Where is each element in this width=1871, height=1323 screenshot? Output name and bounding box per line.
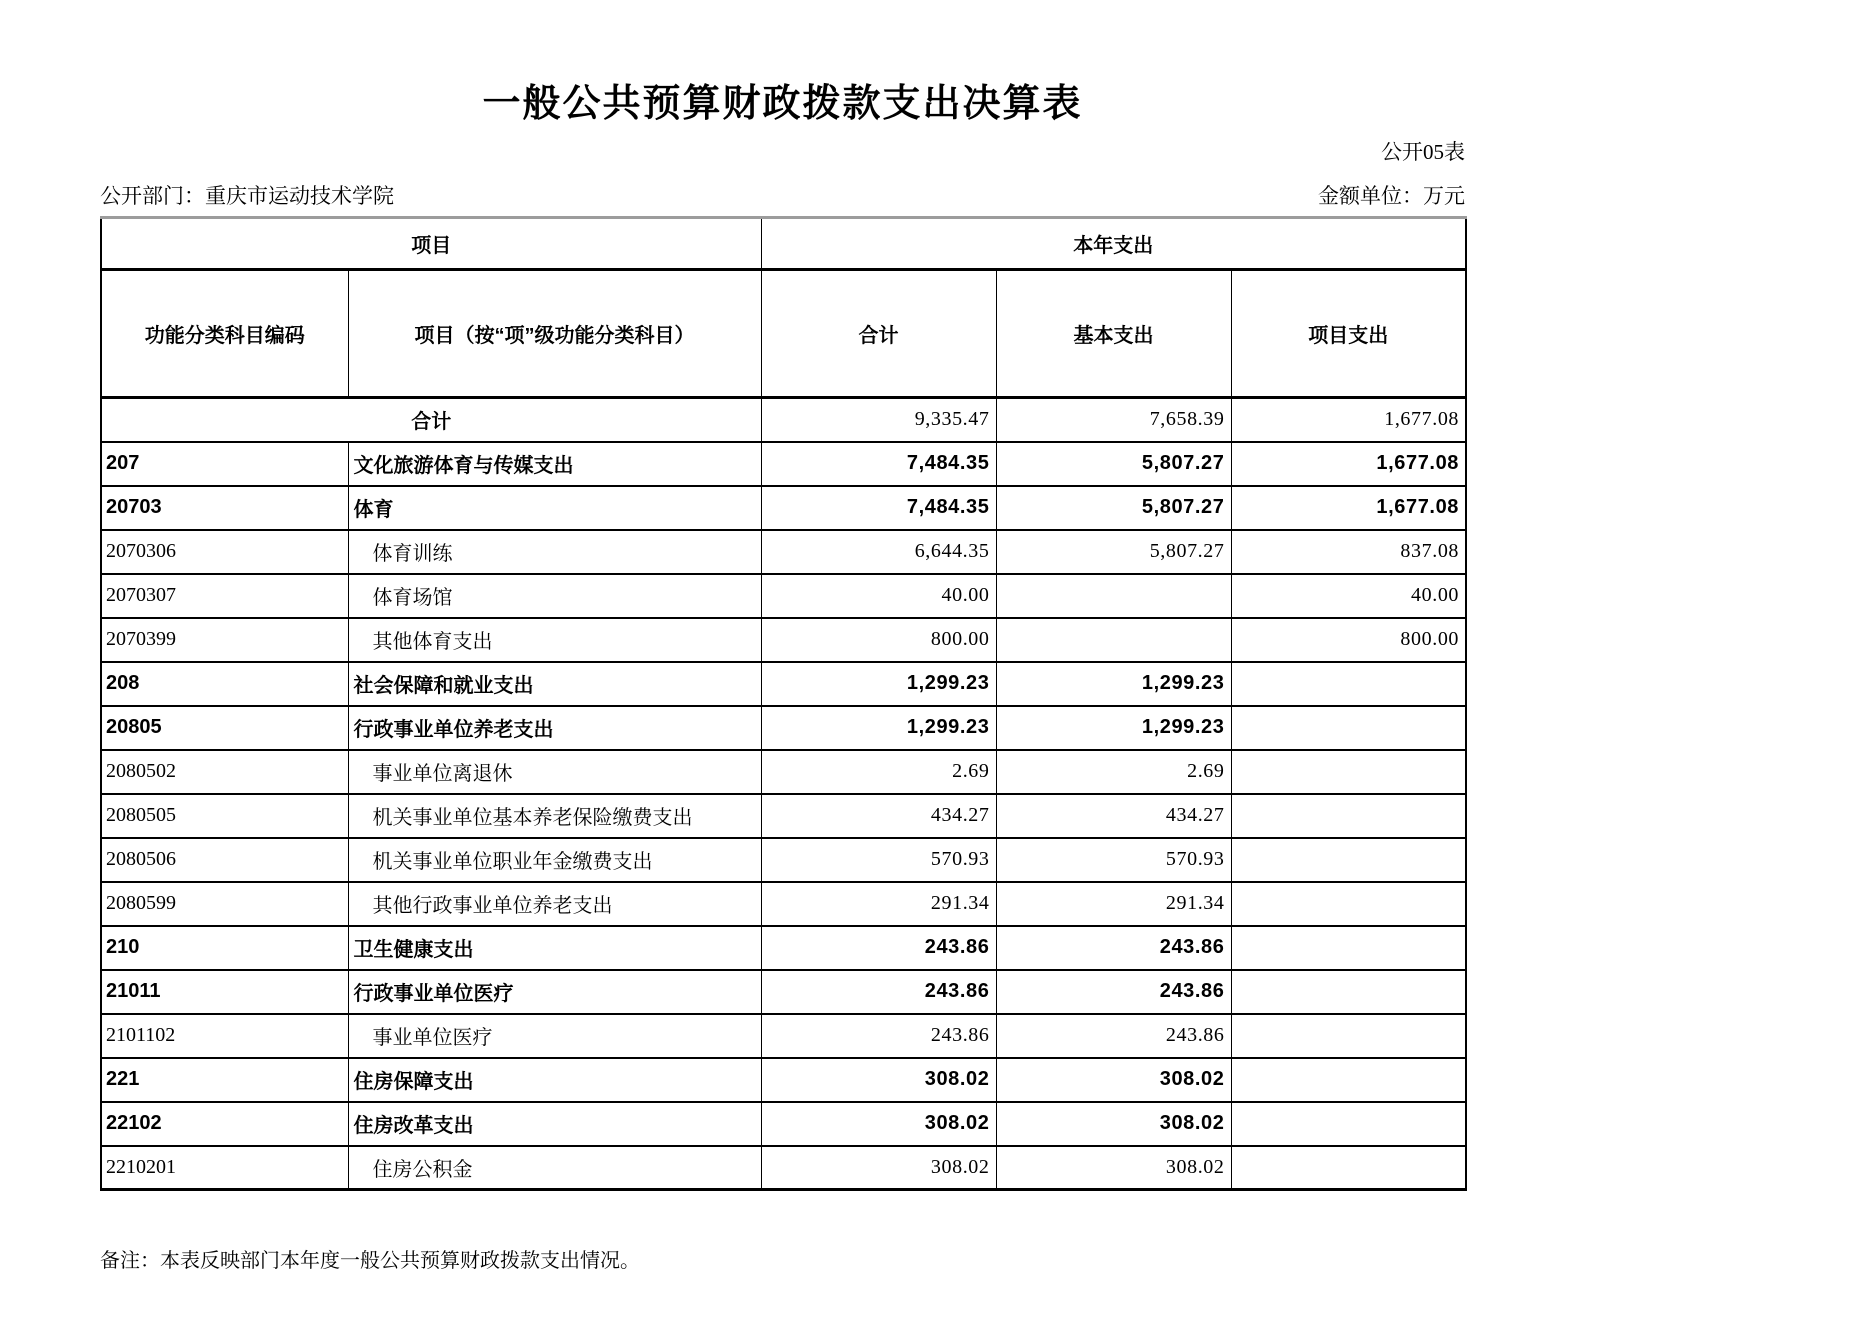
table-row bbox=[101, 574, 1466, 618]
row-total: 40.00 bbox=[761, 574, 996, 618]
note-text: 备注：本表反映部门本年度一般公共预算财政拨款支出情况。 bbox=[100, 1250, 640, 1272]
row-name: 机关事业单位职业年金缴费支出 bbox=[348, 838, 761, 882]
row-project bbox=[1231, 926, 1466, 970]
table-row bbox=[101, 926, 1466, 970]
table-row bbox=[101, 750, 1466, 794]
row-basic bbox=[996, 574, 1231, 618]
row-project bbox=[1231, 794, 1466, 838]
row-name: 体育场馆 bbox=[348, 574, 761, 618]
row-project: 40.00 bbox=[1231, 574, 1466, 618]
table-row bbox=[101, 1102, 1466, 1146]
table-row bbox=[101, 1014, 1466, 1058]
row-basic: 308.02 bbox=[996, 1102, 1231, 1146]
row-total: 308.02 bbox=[761, 1102, 996, 1146]
row-total: 243.86 bbox=[761, 926, 996, 970]
header-col-basic: 基本支出 bbox=[996, 270, 1231, 398]
row-basic: 243.86 bbox=[996, 1014, 1231, 1058]
row-basic: 5,807.27 bbox=[996, 530, 1231, 574]
row-name: 行政事业单位养老支出 bbox=[348, 706, 761, 750]
row-project bbox=[1231, 750, 1466, 794]
row-code: 2080505 bbox=[101, 794, 348, 838]
department-label: 公开部门：重庆市运动技术学院 bbox=[100, 184, 394, 208]
table-row bbox=[101, 882, 1466, 926]
grand-total-basic: 7,658.39 bbox=[996, 398, 1231, 442]
row-code: 210 bbox=[101, 926, 348, 970]
grand-total-row bbox=[101, 398, 1466, 442]
table-row bbox=[101, 1058, 1466, 1102]
row-code: 2070307 bbox=[101, 574, 348, 618]
header-columns-row bbox=[101, 270, 1466, 398]
row-basic: 1,299.23 bbox=[996, 706, 1231, 750]
table-row bbox=[101, 794, 1466, 838]
row-code: 221 bbox=[101, 1058, 348, 1102]
row-code: 2080506 bbox=[101, 838, 348, 882]
row-name: 社会保障和就业支出 bbox=[348, 662, 761, 706]
grand-total-project: 1,677.08 bbox=[1231, 398, 1466, 442]
budget-table bbox=[100, 216, 1467, 1191]
row-project bbox=[1231, 706, 1466, 750]
row-total: 291.34 bbox=[761, 882, 996, 926]
row-total: 308.02 bbox=[761, 1146, 996, 1190]
row-basic: 243.86 bbox=[996, 926, 1231, 970]
header-group-row bbox=[101, 218, 1466, 270]
row-project bbox=[1231, 1058, 1466, 1102]
table-row bbox=[101, 662, 1466, 706]
row-name: 住房保障支出 bbox=[348, 1058, 761, 1102]
table-row bbox=[101, 530, 1466, 574]
row-basic: 291.34 bbox=[996, 882, 1231, 926]
header-col-code: 功能分类科目编码 bbox=[101, 270, 348, 398]
row-total: 1,299.23 bbox=[761, 706, 996, 750]
row-code: 20703 bbox=[101, 486, 348, 530]
row-project: 1,677.08 bbox=[1231, 442, 1466, 486]
row-basic: 5,807.27 bbox=[996, 442, 1231, 486]
row-basic: 308.02 bbox=[996, 1146, 1231, 1190]
row-code: 208 bbox=[101, 662, 348, 706]
sheet-number-label: 公开05表 bbox=[1381, 140, 1465, 164]
row-total: 7,484.35 bbox=[761, 486, 996, 530]
header-col-total: 合计 bbox=[761, 270, 996, 398]
row-name: 其他行政事业单位养老支出 bbox=[348, 882, 761, 926]
row-project: 1,677.08 bbox=[1231, 486, 1466, 530]
row-total: 243.86 bbox=[761, 1014, 996, 1058]
row-name: 事业单位离退休 bbox=[348, 750, 761, 794]
table-rows-container bbox=[101, 442, 1466, 1190]
grand-total-label: 合计 bbox=[101, 398, 761, 442]
meta-row bbox=[100, 180, 1465, 210]
table-row bbox=[101, 706, 1466, 750]
row-code: 2101102 bbox=[101, 1014, 348, 1058]
row-code: 2070399 bbox=[101, 618, 348, 662]
header-year-expense-group: 本年支出 bbox=[761, 218, 1466, 270]
row-code: 2210201 bbox=[101, 1146, 348, 1190]
header-col-item: 项目（按“项”级功能分类科目） bbox=[348, 270, 761, 398]
page-title: 一般公共预算财政拨款支出决算表 bbox=[482, 83, 1083, 125]
row-basic: 434.27 bbox=[996, 794, 1231, 838]
row-total: 434.27 bbox=[761, 794, 996, 838]
row-basic: 5,807.27 bbox=[996, 486, 1231, 530]
header-col-project: 项目支出 bbox=[1231, 270, 1466, 398]
row-code: 207 bbox=[101, 442, 348, 486]
row-total: 800.00 bbox=[761, 618, 996, 662]
table-row bbox=[101, 442, 1466, 486]
row-total: 570.93 bbox=[761, 838, 996, 882]
row-name: 住房改革支出 bbox=[348, 1102, 761, 1146]
row-code: 22102 bbox=[101, 1102, 348, 1146]
row-basic bbox=[996, 618, 1231, 662]
row-project: 837.08 bbox=[1231, 530, 1466, 574]
row-basic: 308.02 bbox=[996, 1058, 1231, 1102]
row-project: 800.00 bbox=[1231, 618, 1466, 662]
header-project-group: 项目 bbox=[101, 218, 761, 270]
row-name: 住房公积金 bbox=[348, 1146, 761, 1190]
row-code: 21011 bbox=[101, 970, 348, 1014]
table-row bbox=[101, 970, 1466, 1014]
row-project bbox=[1231, 1146, 1466, 1190]
row-name: 文化旅游体育与传媒支出 bbox=[348, 442, 761, 486]
row-name: 其他体育支出 bbox=[348, 618, 761, 662]
row-total: 1,299.23 bbox=[761, 662, 996, 706]
row-total: 2.69 bbox=[761, 750, 996, 794]
row-project bbox=[1231, 1014, 1466, 1058]
row-name: 事业单位医疗 bbox=[348, 1014, 761, 1058]
row-basic: 243.86 bbox=[996, 970, 1231, 1014]
row-project bbox=[1231, 1102, 1466, 1146]
row-total: 243.86 bbox=[761, 970, 996, 1014]
row-project bbox=[1231, 838, 1466, 882]
row-code: 2070306 bbox=[101, 530, 348, 574]
row-basic: 2.69 bbox=[996, 750, 1231, 794]
unit-label: 金额单位：万元 bbox=[1318, 184, 1465, 208]
row-project bbox=[1231, 882, 1466, 926]
row-name: 体育 bbox=[348, 486, 761, 530]
row-project bbox=[1231, 662, 1466, 706]
table-row bbox=[101, 486, 1466, 530]
table-row bbox=[101, 618, 1466, 662]
grand-total-amount: 9,335.47 bbox=[761, 398, 996, 442]
row-basic: 1,299.23 bbox=[996, 662, 1231, 706]
table-row bbox=[101, 1146, 1466, 1190]
row-total: 6,644.35 bbox=[761, 530, 996, 574]
row-total: 308.02 bbox=[761, 1058, 996, 1102]
row-code: 2080599 bbox=[101, 882, 348, 926]
row-name: 机关事业单位基本养老保险缴费支出 bbox=[348, 794, 761, 838]
row-code: 2080502 bbox=[101, 750, 348, 794]
row-name: 行政事业单位医疗 bbox=[348, 970, 761, 1014]
row-name: 卫生健康支出 bbox=[348, 926, 761, 970]
table-row bbox=[101, 838, 1466, 882]
row-name: 体育训练 bbox=[348, 530, 761, 574]
row-project bbox=[1231, 970, 1466, 1014]
row-total: 7,484.35 bbox=[761, 442, 996, 486]
row-basic: 570.93 bbox=[996, 838, 1231, 882]
row-code: 20805 bbox=[101, 706, 348, 750]
